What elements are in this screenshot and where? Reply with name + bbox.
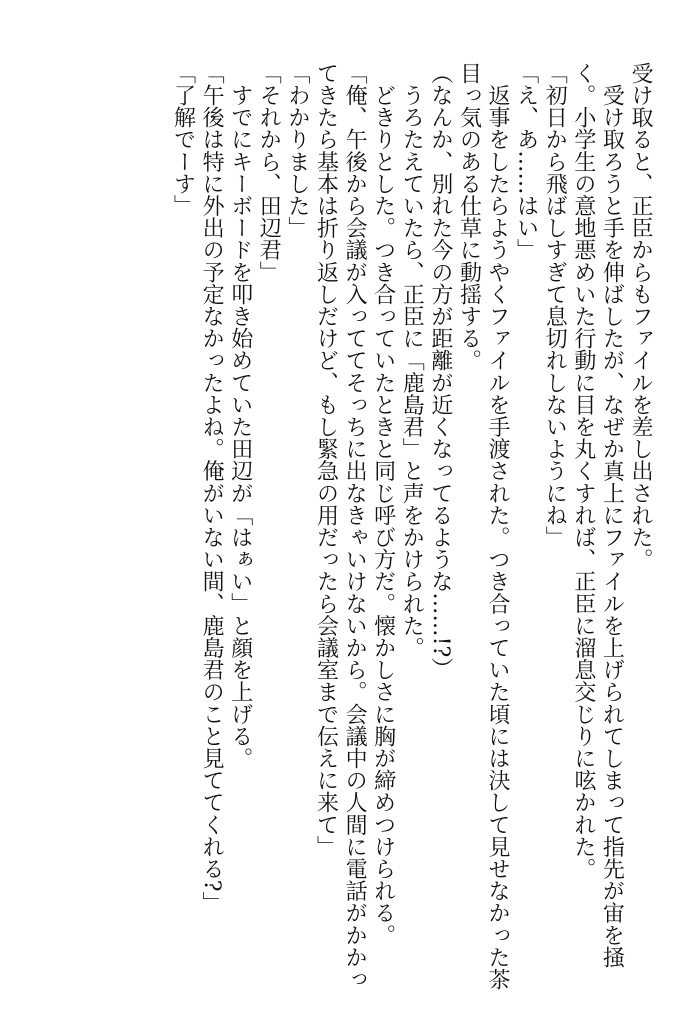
text-line: すでにキーボードを叩き始めていた田辺が「はぁい」と顔を上げる。 [227, 62, 253, 770]
text-line: 受け取ると、正臣からもファイルを差し出された。 [628, 62, 653, 571]
text-line: く。小学生の意地悪めいた行動に目を丸くすれば、正臣に溜息交じりに呟かれた。 [570, 62, 596, 880]
text-line: 受け取ろうと手を伸ばしたが、なぜか真上にファイルを上げられてしまって指先が宙を掻 [599, 62, 625, 969]
text-line: 「了解でーす」 [170, 62, 196, 217]
text-line: どきりとした。つき合っていたときと同じ呼び方だ。懐かしさに胸が締めつけられる。 [370, 62, 396, 946]
text-line: （なんか、別れた今の方が距離が近くなってるような……!?） [427, 62, 453, 680]
text-line: 「俺、午後から会議が入っててそっちに出なきゃいけないから。会議中の人間に電話がかかっ [342, 62, 368, 991]
text-line: 「え、あ……はい」 [513, 62, 539, 261]
text-line: 返事をしたらようやくファイルを手渡された。つき合っていた頃には決して見せなかった茶 [485, 62, 511, 991]
text-line: 「午後は特に外出の予定なかったよね。俺がいない間、鹿島君のこと見ててくれる?」 [199, 62, 225, 914]
text-line: 目っ気のある仕草に動揺する。 [456, 62, 482, 372]
vertical-text-block [168, 62, 654, 991]
text-line: うろたえていたら、正臣に「鹿島君」と声をかけられた。 [399, 62, 425, 659]
text-line: 「初日から飛ばしすぎて息切れしないようにね」 [542, 62, 568, 549]
text-line: 「わかりました」 [284, 62, 310, 239]
text-line: 「それから、田辺君」 [256, 62, 282, 283]
text-line: てきたら基本は折り返しだけど、もし緊急の用だったら会議室まで伝えに来て」 [313, 62, 339, 858]
